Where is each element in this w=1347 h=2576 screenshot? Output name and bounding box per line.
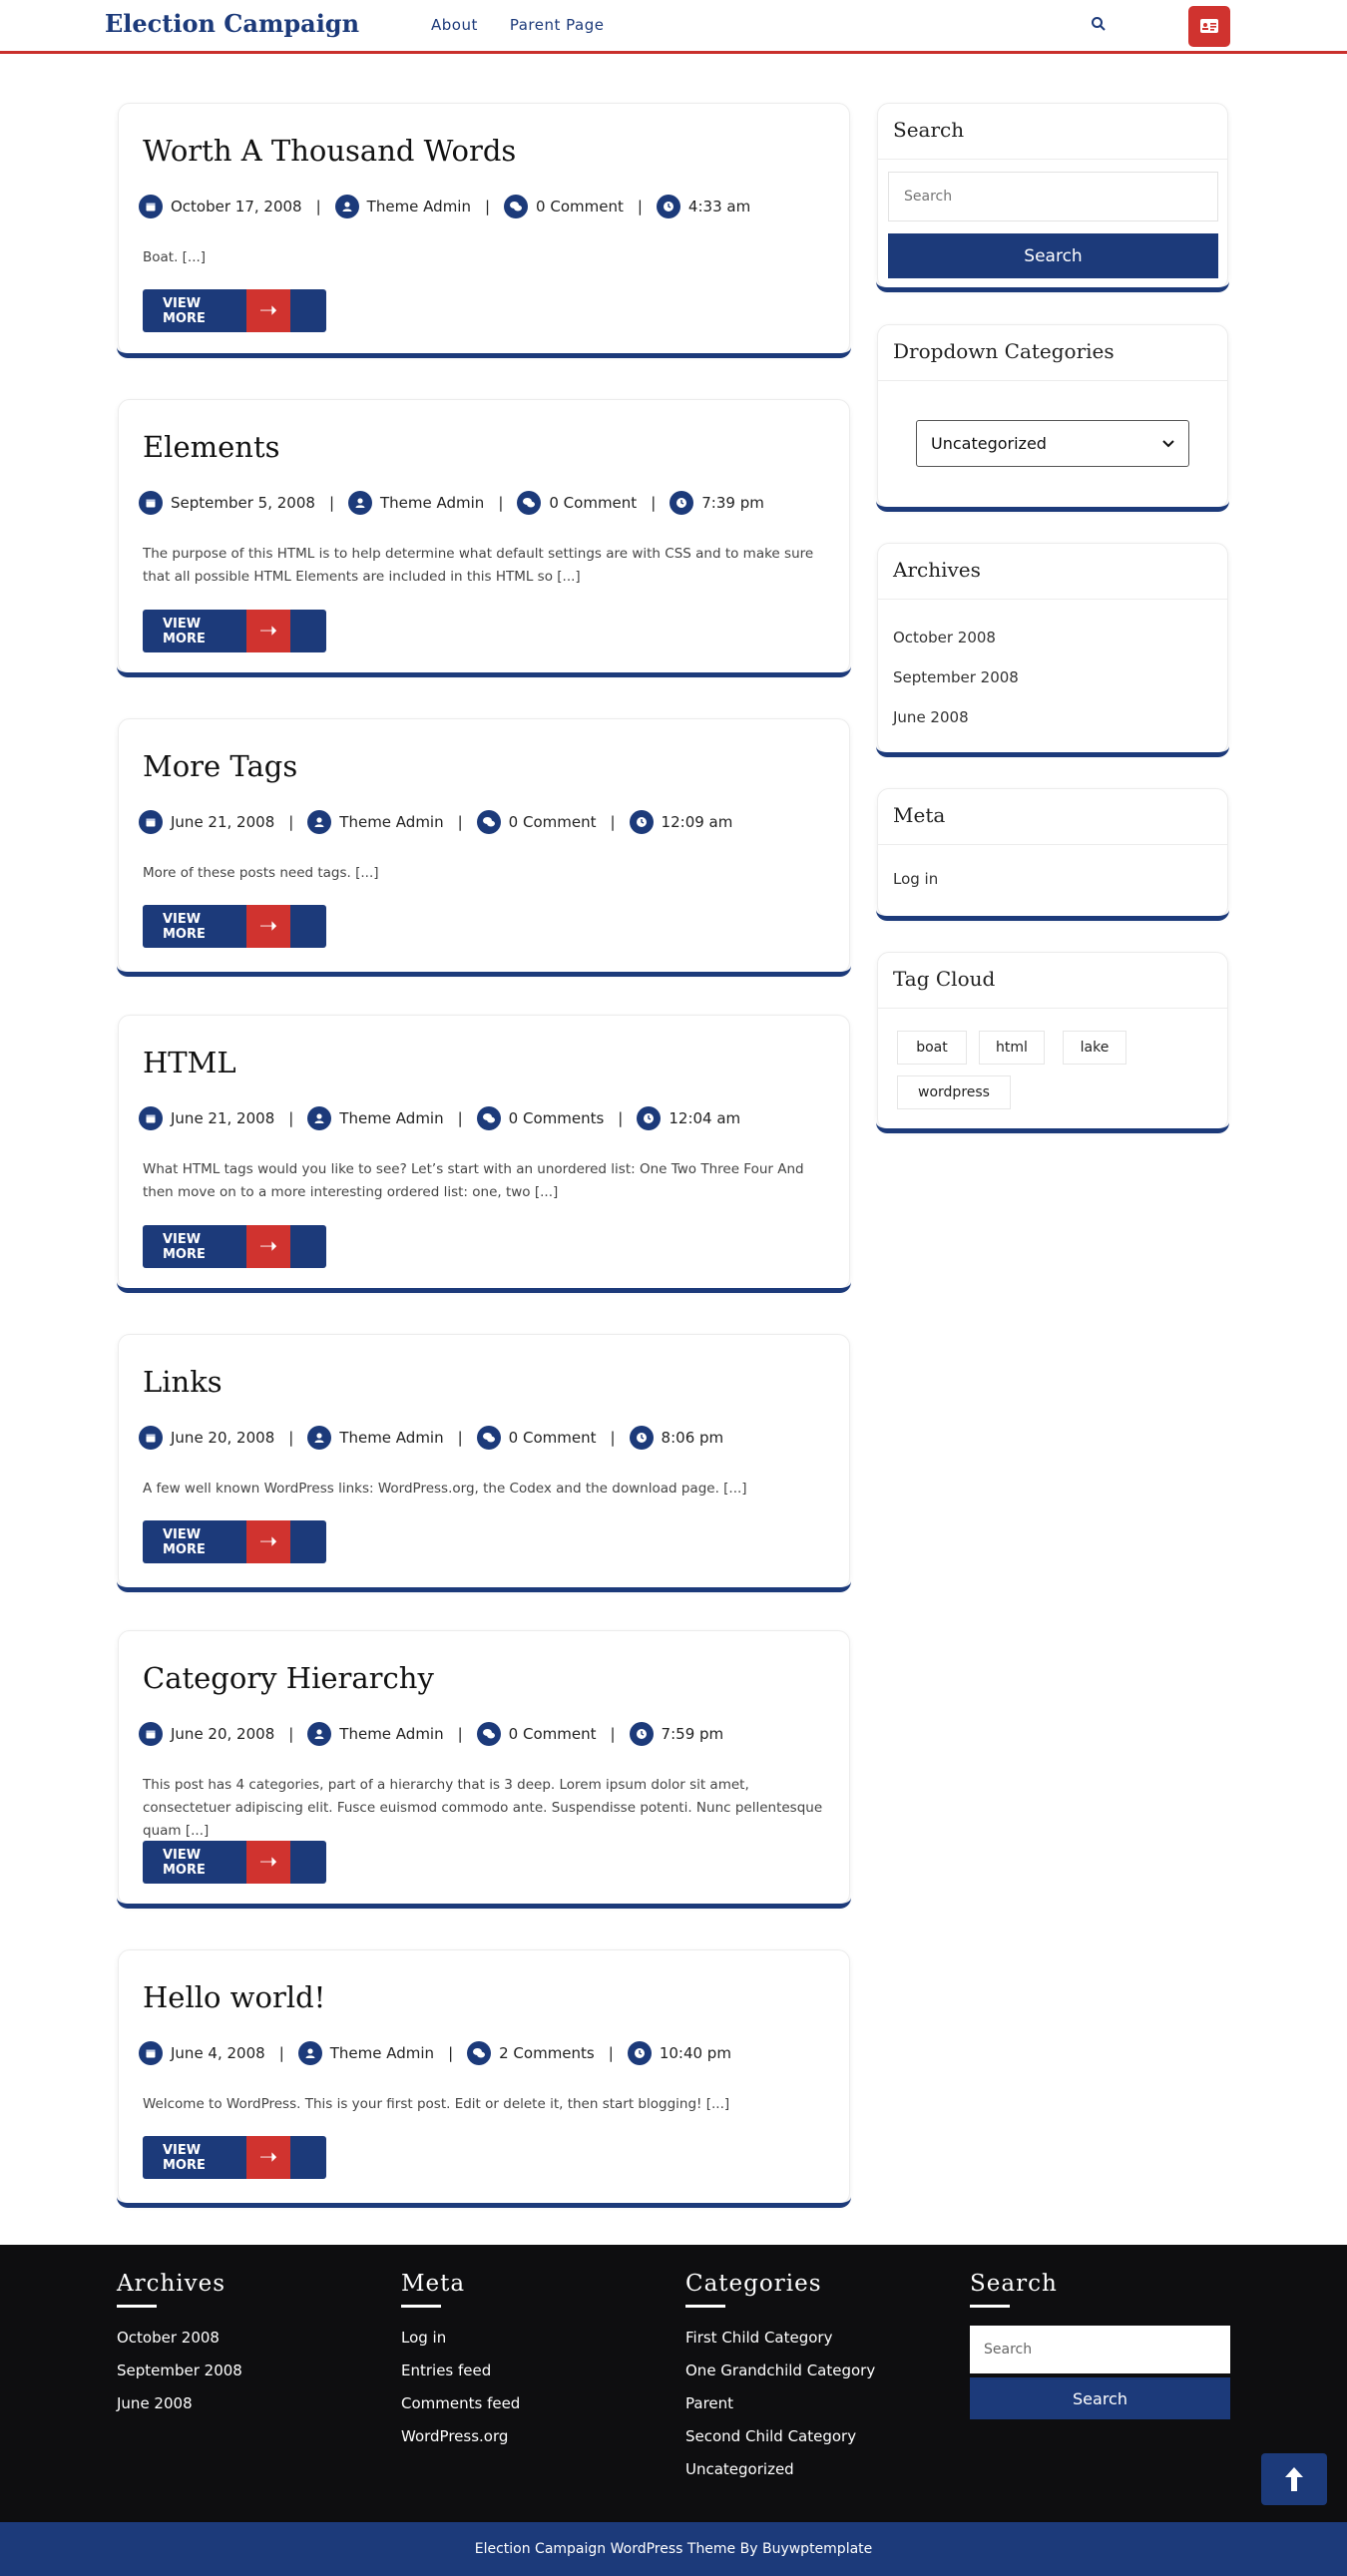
post-meta-date xyxy=(139,491,315,515)
category-select[interactable] xyxy=(916,420,1189,467)
clock-icon xyxy=(630,810,654,834)
post-excerpt: Boat. [...] xyxy=(143,249,207,265)
footer-meta-link[interactable]: Log in xyxy=(401,2329,447,2347)
post-excerpt: The purpose of this HTML is to help determine what default settings are with CSS and to make sure that all possible HTML Elements are included in this HTML so [...] xyxy=(143,546,814,585)
calendar-icon xyxy=(139,491,163,515)
meta-date-text: June 20, 2008 xyxy=(171,1429,275,1447)
back-to-top-button[interactable] xyxy=(1261,2453,1327,2505)
view-more-button[interactable] xyxy=(143,289,326,332)
clock-icon xyxy=(630,1426,654,1450)
arrow-right-icon: ➝ xyxy=(246,1841,290,1884)
calendar-icon xyxy=(139,1722,163,1746)
meta-separator: | xyxy=(651,494,657,512)
archive-link[interactable]: October 2008 xyxy=(893,629,996,646)
calendar-icon xyxy=(139,2041,163,2065)
footer-archive-link[interactable]: June 2008 xyxy=(117,2394,193,2412)
meta-list xyxy=(893,859,938,899)
post-meta-time xyxy=(637,1106,740,1130)
post-meta-time xyxy=(657,195,750,218)
meta-separator: | xyxy=(457,1725,463,1743)
arrow-right-icon: ➝ xyxy=(246,610,290,652)
meta-time-text: 7:39 pm xyxy=(701,494,764,512)
meta-separator: | xyxy=(288,813,294,831)
meta-separator: | xyxy=(448,2044,454,2062)
footer-category-link[interactable]: First Child Category xyxy=(685,2329,833,2347)
footer-archive-link[interactable]: September 2008 xyxy=(117,2361,242,2379)
footer-heading: Search xyxy=(970,2271,1058,2297)
post-meta-author[interactable] xyxy=(307,1106,443,1130)
post-meta-time xyxy=(628,2041,731,2065)
archive-link[interactable]: June 2008 xyxy=(893,708,969,726)
post-title[interactable]: Category Hierarchy xyxy=(143,1661,434,1695)
widget-title: Search xyxy=(878,104,1227,160)
widget-title: Tag Cloud xyxy=(878,953,1227,1009)
post-meta-date xyxy=(139,810,274,834)
post-title[interactable]: Worth A Thousand Words xyxy=(143,134,517,168)
calendar-icon xyxy=(139,810,163,834)
clock-icon xyxy=(670,491,693,515)
calendar-icon xyxy=(139,1106,163,1130)
login-link[interactable]: Log in xyxy=(893,870,939,888)
comments-icon xyxy=(504,195,528,218)
post-meta-comments[interactable] xyxy=(477,1426,597,1450)
post-meta xyxy=(139,1721,723,1747)
post-meta-author[interactable] xyxy=(348,491,484,515)
comments-icon xyxy=(517,491,541,515)
meta-separator: | xyxy=(610,813,616,831)
post-card xyxy=(118,1334,850,1589)
view-more-label: VIEW MORE xyxy=(163,1231,206,1262)
clock-icon xyxy=(628,2041,652,2065)
user-icon xyxy=(348,491,372,515)
meta-date-text: June 20, 2008 xyxy=(171,1725,275,1743)
post-meta-date xyxy=(139,2041,265,2065)
post-meta-author[interactable] xyxy=(307,1426,443,1450)
meta-date-text: October 17, 2008 xyxy=(171,198,302,215)
meta-time-text: 12:09 am xyxy=(661,813,733,831)
footer-archive-link[interactable]: October 2008 xyxy=(117,2329,220,2347)
meta-separator: | xyxy=(457,813,463,831)
tag-link[interactable]: html xyxy=(979,1031,1045,1065)
site-header xyxy=(0,0,1347,54)
meta-time-text: 4:33 am xyxy=(687,198,751,215)
meta-comments-text: 0 Comment xyxy=(508,1429,597,1447)
post-meta xyxy=(139,194,750,219)
widget-title: Meta xyxy=(878,789,1227,845)
user-icon xyxy=(307,810,331,834)
meta-separator: | xyxy=(457,1109,463,1127)
post-meta xyxy=(139,1105,740,1131)
meta-comments-text: 0 Comment xyxy=(549,494,638,512)
view-more-button[interactable] xyxy=(143,610,326,652)
sidebar-search-button[interactable]: Search xyxy=(888,233,1218,278)
meta-time-text: 10:40 pm xyxy=(659,2044,731,2062)
view-more-button[interactable] xyxy=(143,905,326,948)
copyright-text[interactable]: Election Campaign WordPress Theme By Buywptemplate xyxy=(474,2541,873,2557)
meta-separator: | xyxy=(498,494,504,512)
meta-comments-text: 0 Comment xyxy=(508,1725,597,1743)
widget-title: Dropdown Categories xyxy=(878,325,1227,381)
category-select-value: Uncategorized xyxy=(931,434,1047,453)
meta-comments-text: 0 Comment xyxy=(508,813,597,831)
meta-separator: | xyxy=(328,494,334,512)
widget-title: Archives xyxy=(878,544,1227,600)
meta-separator: | xyxy=(610,1429,616,1447)
footer-heading: Archives xyxy=(117,2271,226,2297)
nav-parent-page[interactable]: Parent Page xyxy=(509,16,605,34)
post-excerpt: More of these posts need tags. [...] xyxy=(143,865,379,881)
heading-underline xyxy=(401,2305,441,2308)
view-more-button[interactable] xyxy=(143,1841,326,1884)
heading-underline xyxy=(117,2305,157,2308)
calendar-icon xyxy=(139,1426,163,1450)
meta-comments-text: 0 Comment xyxy=(536,198,624,215)
post-meta-comments[interactable] xyxy=(477,1722,597,1746)
post-meta-date xyxy=(139,1426,274,1450)
post-meta xyxy=(139,809,732,835)
post-title[interactable]: HTML xyxy=(143,1046,236,1079)
post-meta-author[interactable] xyxy=(307,810,443,834)
meta-author-text: Theme Admin xyxy=(339,1725,444,1743)
meta-author-text: Theme Admin xyxy=(380,494,485,512)
footer-heading: Categories xyxy=(685,2271,822,2297)
post-title[interactable]: Elements xyxy=(143,430,280,464)
view-more-button[interactable] xyxy=(143,1225,326,1268)
widget-meta xyxy=(877,788,1228,918)
user-icon xyxy=(307,1722,331,1746)
site-title[interactable]: Election Campaign xyxy=(105,9,360,38)
meta-author-text: Theme Admin xyxy=(329,2044,435,2062)
clock-icon xyxy=(630,1722,654,1746)
comments-icon xyxy=(477,810,501,834)
meta-separator: | xyxy=(457,1429,463,1447)
user-icon xyxy=(307,1106,331,1130)
meta-author-text: Theme Admin xyxy=(366,198,471,215)
meta-separator: | xyxy=(278,2044,284,2062)
post-meta-author[interactable] xyxy=(298,2041,434,2065)
footer-category-link[interactable]: Uncategorized xyxy=(685,2460,794,2478)
tag-link[interactable]: lake xyxy=(1063,1031,1126,1065)
heading-underline xyxy=(970,2305,1010,2308)
search-icon[interactable] xyxy=(1091,16,1111,36)
meta-date-text: June 21, 2008 xyxy=(171,1109,275,1127)
meta-time-text: 8:06 pm xyxy=(661,1429,724,1447)
contact-card-button[interactable] xyxy=(1188,6,1230,47)
view-more-button[interactable] xyxy=(143,1520,326,1563)
widget-search xyxy=(877,103,1228,289)
widget-dropdown-categories xyxy=(877,324,1228,509)
comments-icon xyxy=(467,2041,491,2065)
post-meta-date xyxy=(139,195,302,218)
post-meta-time xyxy=(630,1722,724,1746)
footer-search xyxy=(970,2271,1230,2419)
footer-category-link[interactable]: One Grandchild Category xyxy=(685,2361,876,2379)
meta-date-text: June 4, 2008 xyxy=(171,2044,265,2062)
view-more-label: VIEW MORE xyxy=(163,1526,206,1557)
meta-author-text: Theme Admin xyxy=(339,813,444,831)
post-excerpt: Welcome to WordPress. This is your first post. Edit or delete it, then start blogging! [...] xyxy=(143,2096,730,2112)
footer-meta-link[interactable]: Comments feed xyxy=(401,2394,521,2412)
view-more-label: VIEW MORE xyxy=(163,2142,206,2173)
arrow-up-icon xyxy=(1283,2465,1305,2493)
post-excerpt: This post has 4 categories, part of a hierarchy that is 3 deep. Lorem ipsum dolor sit amet, consectetuer adipiscing elit. Fusce euismod commodo ante. Suspendisse potenti. Nunc pellentesque quam [...] xyxy=(143,1777,823,1839)
view-more-label: VIEW MORE xyxy=(163,295,206,326)
post-meta-date xyxy=(139,1106,274,1130)
meta-separator: | xyxy=(608,2044,614,2062)
post-meta xyxy=(139,1425,723,1451)
footer-heading: Meta xyxy=(401,2271,466,2297)
meta-separator: | xyxy=(484,198,491,215)
arrow-right-icon: ➝ xyxy=(246,1225,290,1268)
sidebar-search-input[interactable] xyxy=(888,172,1218,221)
view-more-label: VIEW MORE xyxy=(163,1847,206,1878)
meta-separator: | xyxy=(315,198,321,215)
copyright-bar xyxy=(0,2522,1347,2576)
view-more-button[interactable] xyxy=(143,2136,326,2179)
calendar-icon xyxy=(139,195,163,218)
meta-separator: | xyxy=(288,1109,294,1127)
clock-icon xyxy=(657,195,680,218)
view-more-label: VIEW MORE xyxy=(163,616,206,646)
meta-separator: | xyxy=(288,1725,294,1743)
nav-about[interactable]: About xyxy=(431,16,478,34)
post-meta xyxy=(139,490,764,516)
user-icon xyxy=(298,2041,322,2065)
arrow-right-icon: ➝ xyxy=(246,1520,290,1563)
footer-categories xyxy=(685,2271,875,2486)
post-meta-comments[interactable] xyxy=(467,2041,595,2065)
archives-list xyxy=(893,618,1019,737)
post-meta-comments[interactable] xyxy=(477,1106,605,1130)
meta-comments-text: 2 Comments xyxy=(499,2044,595,2062)
post-meta-time xyxy=(630,810,733,834)
meta-author-text: Theme Admin xyxy=(339,1429,444,1447)
post-title[interactable]: More Tags xyxy=(143,749,298,783)
meta-separator: | xyxy=(610,1725,616,1743)
post-meta-author[interactable] xyxy=(335,195,471,218)
site-footer xyxy=(0,2245,1347,2522)
widget-tag-cloud xyxy=(877,952,1228,1130)
chevron-down-icon xyxy=(1162,440,1174,448)
comments-icon xyxy=(477,1722,501,1746)
post-card xyxy=(118,103,850,355)
view-more-label: VIEW MORE xyxy=(163,911,206,942)
tag-link[interactable]: wordpress xyxy=(897,1075,1011,1109)
post-excerpt: What HTML tags would you like to see? Let’s start with an unordered list: One Two Three Four And then move on to a more interesting ordered list: one, two [...] xyxy=(143,1161,804,1200)
footer-search-input[interactable]: Search xyxy=(970,2326,1230,2373)
footer-search-button[interactable]: Search xyxy=(970,2377,1230,2419)
meta-comments-text: 0 Comments xyxy=(508,1109,605,1127)
clock-icon xyxy=(637,1106,661,1130)
post-card xyxy=(118,718,850,974)
widget-archives xyxy=(877,543,1228,754)
post-title[interactable]: Hello world! xyxy=(143,1980,326,2014)
meta-time-text: 12:04 am xyxy=(669,1109,741,1127)
post-meta-comments[interactable] xyxy=(517,491,637,515)
post-meta-date xyxy=(139,1722,274,1746)
meta-separator: | xyxy=(637,198,643,215)
footer-meta-link[interactable]: WordPress.org xyxy=(401,2427,509,2445)
heading-underline xyxy=(685,2305,725,2308)
comments-icon xyxy=(477,1426,501,1450)
meta-separator: | xyxy=(288,1429,294,1447)
user-icon xyxy=(307,1426,331,1450)
comments-icon xyxy=(477,1106,501,1130)
meta-author-text: Theme Admin xyxy=(339,1109,444,1127)
meta-date-text: September 5, 2008 xyxy=(171,494,315,512)
post-meta-comments[interactable] xyxy=(477,810,597,834)
post-meta-time xyxy=(670,491,764,515)
post-excerpt: A few well known WordPress links: WordPress.org, the Codex and the download page. [...] xyxy=(143,1481,747,1497)
footer-archives xyxy=(117,2271,242,2420)
meta-time-text: 7:59 pm xyxy=(661,1725,724,1743)
tag-link[interactable]: boat xyxy=(897,1031,967,1065)
id-card-icon xyxy=(1188,6,1230,47)
post-meta xyxy=(139,2040,731,2066)
footer-meta xyxy=(401,2271,520,2453)
main-nav xyxy=(431,16,604,34)
post-card xyxy=(118,399,850,674)
arrow-right-icon: ➝ xyxy=(246,2136,290,2179)
user-icon xyxy=(335,195,359,218)
footer-category-link[interactable]: Parent xyxy=(685,2394,734,2412)
meta-date-text: June 21, 2008 xyxy=(171,813,275,831)
post-card xyxy=(118,1015,850,1290)
archive-link[interactable]: September 2008 xyxy=(893,668,1019,686)
post-card xyxy=(118,1949,850,2205)
arrow-right-icon: ➝ xyxy=(246,905,290,948)
footer-category-link[interactable]: Second Child Category xyxy=(685,2427,857,2445)
arrow-right-icon: ➝ xyxy=(246,289,290,332)
post-card xyxy=(118,1630,850,1906)
post-meta-author[interactable] xyxy=(307,1722,443,1746)
footer-meta-link[interactable]: Entries feed xyxy=(401,2361,492,2379)
post-title[interactable]: Links xyxy=(143,1365,223,1399)
meta-separator: | xyxy=(618,1109,624,1127)
post-meta-time xyxy=(630,1426,724,1450)
post-meta-comments[interactable] xyxy=(504,195,624,218)
